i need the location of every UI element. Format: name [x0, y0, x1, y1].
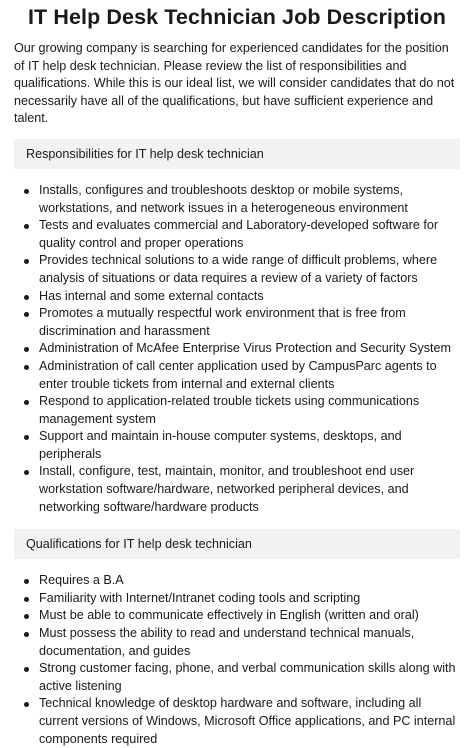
list-item-text: Technical knowledge of desktop hardware and software, including all current versions of Windows, Microsoft Office applications, and PC internal components required: [39, 696, 456, 746]
list-item: [39, 607, 460, 625]
list-item: [39, 182, 460, 217]
bullet-icon: [24, 365, 29, 370]
bullet-icon: [24, 435, 29, 440]
list-item: [39, 358, 460, 393]
list-item: [39, 590, 460, 608]
list-item: [39, 660, 460, 695]
list-item: [39, 463, 460, 516]
bullet-icon: [24, 667, 29, 672]
list-item-text: Installs, configures and troubleshoots desktop or mobile systems, workstations, and network issues in a heterogeneous environment: [39, 182, 408, 215]
list-item-text: Provides technical solutions to a wide range of difficult problems, where analysis of situations or data requires a review of a variety of factors: [39, 253, 438, 285]
bullet-icon: [24, 224, 29, 229]
list-item-text: Must possess the ability to read and understand technical manuals, documentation, and guides: [39, 626, 415, 658]
bullet-icon: [24, 295, 29, 300]
bullet-icon: [24, 614, 29, 619]
list-item-text: Administration of call center application used by CampusParc agents to enter trouble tickets from internal and external clients: [39, 358, 437, 391]
list-item-text: Tests and evaluates commercial and Laboratory-developed software for quality control and proper operations: [39, 218, 439, 250]
page-title: IT Help Desk Technician Job Description: [27, 5, 447, 29]
qualifications-list: [14, 572, 460, 748]
list-item: [39, 217, 460, 252]
bullet-icon: [24, 312, 29, 317]
list-item-text: Requires a B.A: [39, 573, 124, 588]
list-item-text: Administration of McAfee Enterprise Virus Protection and Security System: [39, 341, 452, 356]
bullet-icon: [24, 579, 29, 584]
list-item: [39, 428, 460, 463]
bullet-icon: [24, 597, 29, 602]
list-item-text: Support and maintain in-house computer systems, desktops, and peripherals: [39, 429, 402, 461]
bullet-icon: [24, 189, 29, 194]
bullet-icon: [24, 347, 29, 352]
list-item: [39, 305, 460, 340]
list-item: [39, 393, 460, 428]
list-item-text: Install, configure, test, maintain, monitor, and troubleshoot end user workstation software/hardware, networked peripheral devices, and networking software/hardware products: [39, 464, 415, 514]
bullet-icon: [24, 400, 29, 405]
bullet-icon: [24, 632, 29, 637]
list-item-text: Familiarity with Internet/Intranet coding tools and scripting: [39, 590, 361, 605]
list-item-text: Must be able to communicate effectively in English (written and oral): [39, 608, 419, 623]
bullet-icon: [24, 702, 29, 707]
list-item-text: Respond to application-related trouble tickets using communications management system: [39, 394, 420, 426]
list-item: [39, 625, 460, 660]
bullet-icon: [24, 470, 29, 475]
responsibilities-header: Responsibilities for IT help desk technician: [14, 139, 460, 169]
list-item: [39, 288, 460, 306]
responsibilities-list: [14, 182, 460, 516]
list-item: [39, 695, 460, 748]
list-item: [39, 572, 460, 590]
list-item-text: Strong customer facing, phone, and verbal communication skills along with active listening: [39, 661, 456, 693]
bullet-icon: [24, 259, 29, 264]
list-item: [39, 340, 460, 358]
list-item: [39, 252, 460, 287]
intro-paragraph: Our growing company is searching for experienced candidates for the position of IT help desk technician. Please review the list of responsibilities and qualifications. While this is our ideal list, we will consider candidates that do not necessarily have all of the qualifications, but have sufficient experience and talent.: [14, 41, 455, 126]
qualifications-header: Qualifications for IT help desk technician: [14, 529, 460, 559]
list-item-text: Has internal and some external contacts: [39, 288, 264, 303]
list-item-text: Promotes a mutually respectful work environment that is free from discrimination and harassment: [39, 306, 406, 338]
